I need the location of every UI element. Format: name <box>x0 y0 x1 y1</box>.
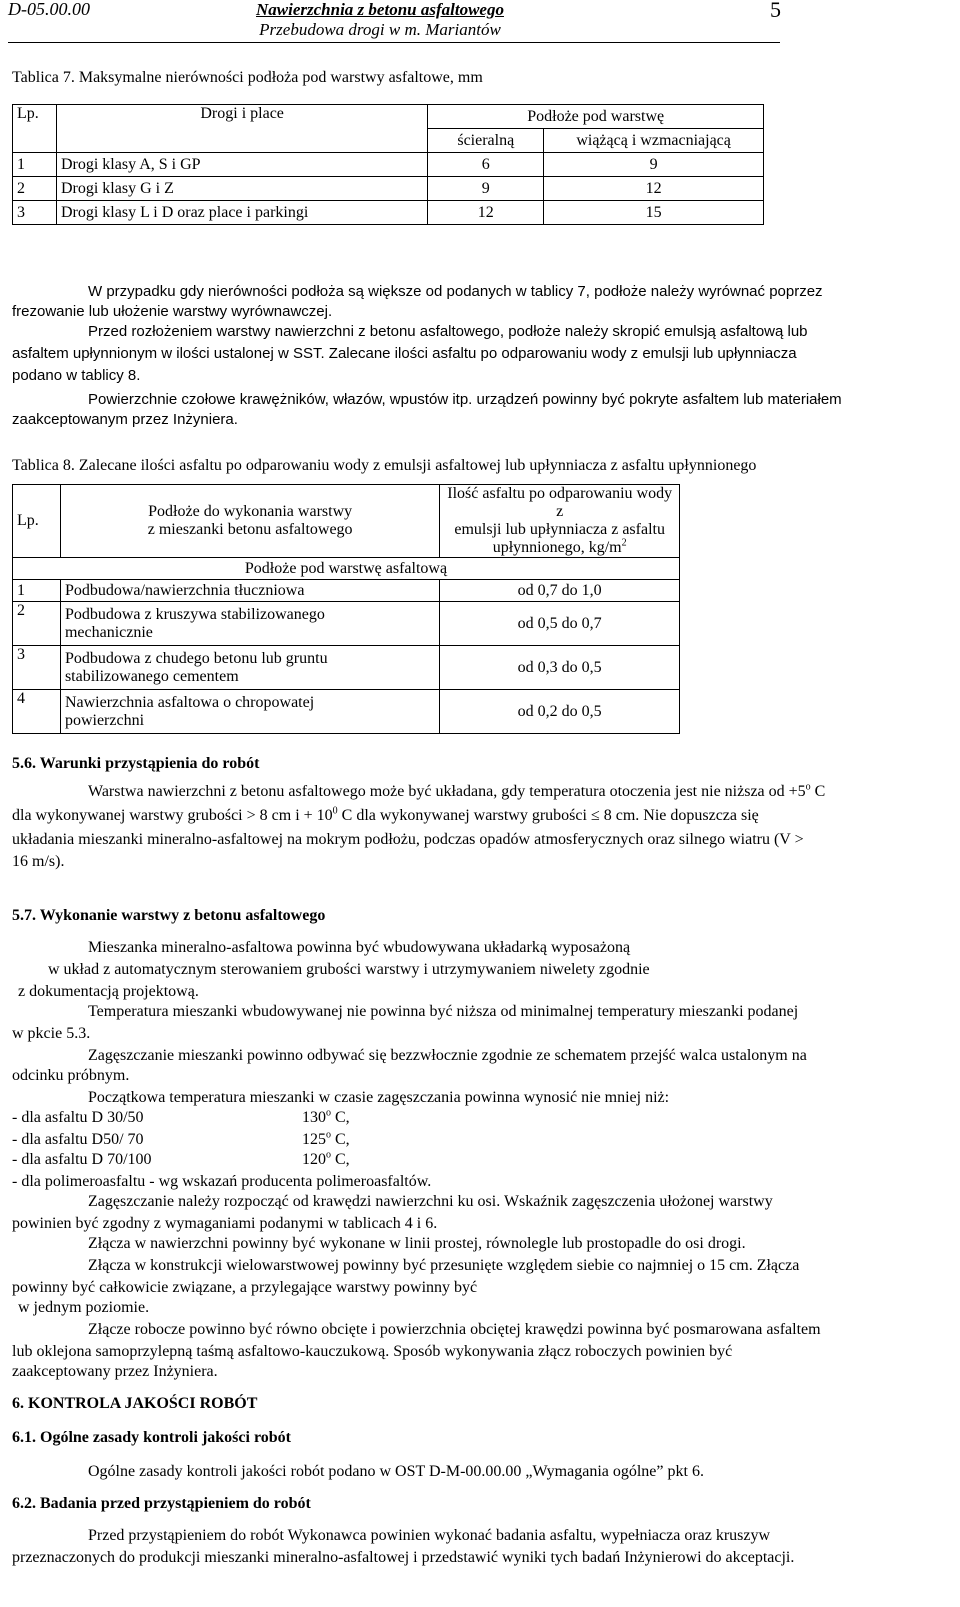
paragraph-line: Przed przystąpieniem do robót Wykonawca powinien wykonać badania asfaltu, wypełniacza oraz kruszyw <box>88 1527 771 1544</box>
paragraph-line: W przypadku gdy nierówności podłoża są większe od podanych w tablicy 7, podłoże należy wyrównać poprzez <box>88 283 823 300</box>
text-run: 120 <box>302 1151 326 1168</box>
table7 <box>12 104 764 225</box>
table8-cell-base-line1: Nawierzchnia asfaltowa o chropowatej <box>64 693 315 711</box>
paragraph-line: Przed rozłożeniem warstwy nawierzchni z betonu asfaltowego, podłoże należy skropić emulsją asfaltową lub <box>88 323 808 340</box>
section-heading: 6.2. Badania przed przystąpieniem do robót <box>12 1495 311 1512</box>
table-row <box>13 646 680 690</box>
paragraph-line: podano w tablicy 8. <box>12 367 141 384</box>
paragraph-line: Ogólne zasady kontroli jakości robót podano w OST D-M-00.00.00 „Wymagania ogólne” pkt 6. <box>88 1463 704 1480</box>
table7-header-wear: ścieralną <box>428 129 544 153</box>
table-row <box>13 602 680 646</box>
degree-mark: 0 <box>332 805 338 817</box>
paragraph-line: - dla polimeroasfaltu - wg wskazań producenta polimeroasfaltów. <box>12 1173 432 1190</box>
table8-cell-lp: 1 <box>13 580 61 602</box>
table7-cell-bind: 12 <box>544 177 764 201</box>
temperature-label: - dla asfaltu D 30/50 <box>12 1109 144 1126</box>
paragraph-line: zaakceptowany przez Inżyniera. <box>12 1363 218 1380</box>
table8-cell-value: od 0,7 do 1,0 <box>440 580 680 602</box>
table7-cell-lp: 3 <box>13 201 57 225</box>
table-row <box>13 580 680 602</box>
table7-cell-wear: 6 <box>428 153 544 177</box>
paragraph-line: Temperatura mieszanki wbudowywanej nie powinna być niższa od minimalnej temperatury mieszanki podanej <box>88 1003 799 1020</box>
paragraph-line: Mieszanka mineralno-asfaltowa powinna być wbudowywana układarką wyposażoną <box>88 939 631 956</box>
paragraph-line: 16 m/s). <box>12 853 65 870</box>
table8-caption: Tablica 8. Zalecane ilości asfaltu po odparowaniu wody z emulsji asfaltowej lub upłynniacza z asfaltu upłynnionego <box>12 457 757 474</box>
paragraph-line: w pkcie 5.3. <box>12 1025 91 1042</box>
paragraph-line: odcinku próbnym. <box>12 1067 130 1084</box>
temperature-value <box>302 1130 350 1149</box>
paragraph-line: Złącza w nawierzchni powinny być wykonane w linii prostej, równolegle lub prostopadle do osi drogi. <box>88 1235 746 1252</box>
table-row <box>13 201 764 225</box>
table8-header-amount <box>440 485 680 558</box>
paragraph-line: układania mieszanki mineralno-asfaltowej na mokrym podłożu, podczas opadów atmosferycznych oraz silnego wiatru (V > <box>12 831 804 848</box>
paragraph-line: asfaltem upłynnionym w ilości ustalonej w SST. Zalecane ilości asfaltu po odparowaniu wody z emulsji lub upłynniacza <box>12 345 797 362</box>
paragraph-line: Powierzchnie czołowe krawężników, włazów, wpustów itp. urządzeń powinny być pokryte asfaltem lub materiałem <box>88 391 842 408</box>
table8-header-amount-line1: Ilość asfaltu po odparowaniu wody z <box>447 485 673 520</box>
table8-header-amount-line3 <box>444 539 675 557</box>
chapter-heading: 6. KONTROLA JAKOŚCI ROBÓT <box>12 1395 258 1412</box>
paragraph-line: Początkowa temperatura mieszanki w czasie zagęszczania powinna wynosić nie mniej niż: <box>88 1089 670 1106</box>
table8-header-amount-line2: emulsji lub upłynniacza z asfaltu <box>454 521 665 538</box>
table8-header-base-line2: z mieszanki betonu asfaltowego <box>147 521 353 538</box>
paragraph-line: z dokumentacją projektową. <box>18 983 199 1000</box>
table8-cell-value: od 0,3 do 0,5 <box>440 646 680 690</box>
table8-cell-base: Podbudowa/nawierzchnia tłuczniowa <box>60 580 439 602</box>
paragraph-line <box>88 782 825 801</box>
table8-header-base-line1: Podłoże do wykonania warstwy <box>148 503 353 520</box>
text-run: dla wykonywanej warstwy grubości > 8 cm i + 10 <box>12 807 333 824</box>
temperature-value <box>302 1108 350 1127</box>
text-run: C, <box>331 1151 350 1168</box>
table7-cell-wear: 9 <box>428 177 544 201</box>
table8-cell-lp: 3 <box>13 646 61 690</box>
table8-cell-base-line2: powierzchni <box>64 711 145 729</box>
text-run: 130 <box>302 1109 326 1126</box>
table8-span-row: Podłoże pod warstwę asfaltową <box>13 558 680 580</box>
text-run: C, <box>331 1131 350 1148</box>
page-number: 5 <box>770 0 781 22</box>
table7-cell-name: Drogi klasy L i D oraz place i parkingi <box>56 201 427 225</box>
table-row <box>13 177 764 201</box>
table7-caption: Tablica 7. Maksymalne nierówności podłoża pod warstwy asfaltowe, mm <box>12 69 483 86</box>
table8-cell-base <box>60 690 439 734</box>
table7-header-bind: wiążącą i wzmacniającą <box>544 129 764 153</box>
paragraph-line: Złącza w konstrukcji wielowarstwowej powinny być przesunięte względem siebie co najmniej o 15 cm. Złącza <box>88 1257 800 1274</box>
table8-cell-lp: 4 <box>13 690 61 734</box>
table8-unit-text: upłynnionego, kg/m <box>492 539 622 556</box>
table8 <box>12 484 680 734</box>
table8-cell-base <box>60 602 439 646</box>
paragraph-line: Zagęszczanie należy rozpocząć od krawędzi nawierzchni ku osi. Wskaźnik zagęszczenia ułożonej warstwy <box>88 1193 773 1210</box>
text-run: C <box>810 783 826 800</box>
paragraph-line: lub oklejona samoprzylepną taśmą asfaltowo-kauczukową. Sposób wykonywania złącz roboczych powinien być <box>12 1343 733 1360</box>
section-heading: 6.1. Ogólne zasady kontroli jakości robót <box>12 1429 291 1446</box>
table7-header-lp: Lp. <box>13 105 57 153</box>
text-run: C dla wykonywanej warstwy grubości ≤ 8 cm. Nie dopuszcza się <box>337 807 759 824</box>
table7-cell-bind: 9 <box>544 153 764 177</box>
temperature-value <box>302 1150 350 1169</box>
text-run: 125 <box>302 1131 326 1148</box>
table8-cell-value: od 0,2 do 0,5 <box>440 690 680 734</box>
table7-cell-wear: 12 <box>428 201 544 225</box>
table-row <box>13 153 764 177</box>
degree-mark: o <box>326 1107 331 1119</box>
degree-mark: o <box>326 1129 331 1141</box>
table8-cell-value: od 0,5 do 0,7 <box>440 602 680 646</box>
text-run: C, <box>331 1109 350 1126</box>
table8-header-base <box>60 485 439 558</box>
paragraph-line: w układ z automatycznym sterowaniem grubości warstwy i utrzymywaniem niwelety zgodnie <box>48 961 650 978</box>
table8-cell-base-line1: Podbudowa z chudego betonu lub gruntu <box>64 649 328 667</box>
text-run: Warstwa nawierzchni z betonu asfaltowego może być układana, gdy temperatura otoczenia jest nie niższa od +5 <box>88 783 806 800</box>
section-heading: 5.6. Warunki przystąpienia do robót <box>12 755 260 772</box>
paragraph-line <box>12 806 759 825</box>
paragraph-line: powinny być całkowicie związane, a przylegające warstwy powinny być <box>12 1279 478 1296</box>
paragraph-line: przeznaczonych do produkcji mieszanki mineralno-asfaltowej i przedstawić wyniki tych badań Inżynierowi do akceptacji. <box>12 1549 795 1566</box>
degree-mark: o <box>326 1149 331 1161</box>
table8-header-lp: Lp. <box>13 485 61 558</box>
table7-cell-lp: 2 <box>13 177 57 201</box>
table-row <box>13 690 680 734</box>
degree-mark: o <box>805 781 811 793</box>
table7-header-base: Podłoże pod warstwę <box>428 105 764 129</box>
document-code: D-05.00.00 <box>8 0 90 19</box>
table8-unit-exponent: 2 <box>621 537 627 549</box>
table7-cell-bind: 15 <box>544 201 764 225</box>
table8-cell-base-line1: Podbudowa z kruszywa stabilizowanego <box>64 605 325 623</box>
section-heading: 5.7. Wykonanie warstwy z betonu asfaltowego <box>12 907 326 924</box>
temperature-label: - dla asfaltu D 70/100 <box>12 1151 152 1168</box>
paragraph-line: Zagęszczanie mieszanki powinno odbywać się bezzwłocznie zgodnie ze schematem przejść walca ustalonym na <box>88 1047 807 1064</box>
header-rule <box>8 42 780 43</box>
temperature-label: - dla asfaltu D50/ 70 <box>12 1131 144 1148</box>
paragraph-line: Złącze robocze powinno być równo obcięte i powierzchnia obciętej krawędzi powinna być posmarowana asfaltem <box>88 1321 821 1338</box>
table8-cell-base-line2: mechanicznie <box>64 623 153 641</box>
paragraph-line: powinien być zgodny z wymaganiami podanymi w tablicach 4 i 6. <box>12 1215 438 1232</box>
table7-cell-name: Drogi klasy A, S i GP <box>56 153 427 177</box>
table7-cell-lp: 1 <box>13 153 57 177</box>
document-title: Nawierzchnia z betonu asfaltowego <box>256 0 504 19</box>
paragraph-line: frezowanie lub ułożenie warstwy wyrównawczej. <box>12 303 333 320</box>
table8-cell-lp: 2 <box>13 602 61 646</box>
table7-header-roads: Drogi i place <box>56 105 427 153</box>
document-subtitle: Przebudowa drogi w m. Mariantów <box>259 20 501 39</box>
table8-cell-base-line2: stabilizowanego cementem <box>64 667 239 685</box>
paragraph-line: zaakceptowanym przez Inżyniera. <box>12 411 238 428</box>
table8-cell-base <box>60 646 439 690</box>
paragraph-line: w jednym poziomie. <box>18 1299 150 1316</box>
table7-cell-name: Drogi klasy G i Z <box>56 177 427 201</box>
